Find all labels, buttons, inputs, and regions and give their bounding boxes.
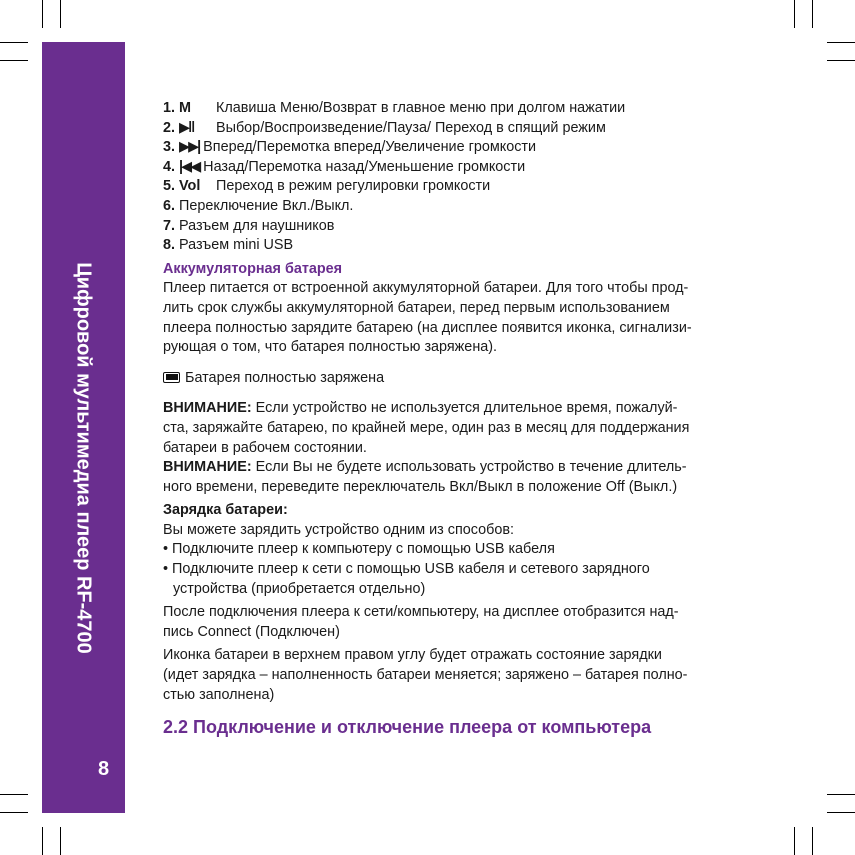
battery-full-row (163, 369, 763, 389)
control-desc: Переключение Вкл./Выкл. (179, 197, 354, 214)
charging-bullet: • Подключите плеер к компьютеру с помощью USB кабеля (163, 541, 555, 558)
control-item-5 (163, 177, 763, 197)
sidebar-title-text: Цифровой мультимедиа плеер RF-4700 (72, 262, 95, 654)
crop-mark (0, 794, 28, 795)
crop-mark (60, 827, 61, 855)
item-number: 7. (163, 217, 176, 234)
warning-label: ВНИМАНИЕ: (163, 400, 252, 417)
battery-full-label: Батарея полностью заряжена (185, 369, 385, 386)
crop-mark (0, 60, 28, 61)
icon-status-line: Иконка батареи в верхнем правом углу будет отражать состояние зарядки (163, 647, 662, 664)
battery-full-icon (163, 372, 180, 383)
warning-text: Если устройство не используется длительное время, пожалуй- (255, 400, 678, 417)
section-title: 2.2 Подключение и отключение плеера от компьютера (163, 717, 652, 738)
crop-mark (827, 60, 855, 61)
crop-mark (827, 812, 855, 813)
control-item-6 (163, 197, 763, 217)
warning-1-line: батареи в рабочем состоянии. (163, 439, 367, 456)
icon-status-line: стью заполнена) (163, 686, 275, 703)
warning-1-line (163, 399, 763, 419)
battery-para-line: лить срок службы аккумуляторной батареи, перед первым использованием (163, 299, 670, 316)
item-number: 2. (163, 119, 179, 136)
crop-mark (0, 42, 28, 43)
crop-mark (827, 794, 855, 795)
charging-heading: Зарядка батареи: (163, 502, 288, 519)
charging-intro: Вы можете зарядить устройство одним из способов: (163, 521, 514, 538)
crop-mark (827, 42, 855, 43)
control-item-7 (163, 217, 763, 237)
warning-label: ВНИМАНИЕ: (163, 459, 252, 476)
crop-mark (42, 827, 43, 855)
control-desc: Разъем для наушников (179, 217, 335, 234)
control-item-4 (163, 158, 763, 178)
after-connect-line: пись Connect (Подключен) (163, 623, 340, 640)
crop-mark (812, 827, 813, 855)
vol-key-label: 5. Vol (163, 178, 201, 195)
warning-2-line (163, 458, 763, 478)
menu-key-label: 1. M (163, 100, 191, 116)
control-item-8 (163, 236, 763, 256)
battery-heading: Аккумуляторная батарея (163, 260, 343, 277)
control-item-2 (163, 119, 763, 139)
play-pause-icon: ▶‖ (179, 119, 194, 136)
item-number: 6. (163, 197, 176, 214)
charging-bullet: • Подключите плеер к сети с помощью USB кабеля и сетевого зарядного (163, 561, 650, 578)
page-content (163, 99, 763, 738)
charging-bullet-cont: устройства (приобретается отдельно) (173, 580, 426, 597)
control-desc: Переход в режим регулировки громкости (216, 178, 491, 195)
control-item-1 (163, 99, 763, 119)
control-desc: Разъем mini USB (179, 237, 294, 254)
item-number: 3. (163, 139, 179, 156)
control-desc: Выбор/Воспроизведение/Пауза/ Переход в спящий режим (216, 119, 606, 136)
crop-mark (0, 812, 28, 813)
battery-para-line: плеера полностью зарядите батарею (на дисплее появится иконка, сигнализи- (163, 319, 692, 336)
item-number: 8. (163, 237, 176, 254)
crop-mark (794, 827, 795, 855)
battery-para-line: рующая о том, что батарея полностью заряжена). (163, 339, 498, 356)
warning-1-line: ста, заряжайте батарею, по крайней мере, один раз в месяц для поддержания (163, 419, 690, 436)
battery-para-line: Плеер питается от встроенной аккумуляторной батареи. Для того чтобы прод- (163, 280, 689, 297)
page-number: 8 (98, 758, 110, 780)
forward-icon: ▶▶| (179, 139, 200, 156)
control-desc: Назад/Перемотка назад/Уменьшение громкости (203, 158, 526, 175)
after-connect-line: После подключения плеера к сети/компьютеру, на дисплее отобразится над- (163, 604, 679, 621)
crop-mark (812, 0, 813, 28)
icon-status-line: (идет зарядка – наполненность батареи меняется; заряжено – батарея полно- (163, 667, 688, 684)
item-number: 4. (163, 158, 179, 175)
warning-2-line: ного времени, переведите переключатель Вкл/Выкл в положение Off (Выкл.) (163, 478, 678, 495)
crop-mark (794, 0, 795, 28)
control-desc: Вперед/Перемотка вперед/Увеличение громкости (203, 139, 537, 156)
control-desc: Клавиша Меню/Возврат в главное меню при долгом нажатии (216, 100, 626, 116)
crop-mark (60, 0, 61, 28)
back-icon: |◀◀ (179, 158, 200, 175)
crop-mark (42, 0, 43, 28)
control-item-3 (163, 138, 763, 158)
warning-text: Если Вы не будете использовать устройство в течение длитель- (255, 459, 687, 476)
